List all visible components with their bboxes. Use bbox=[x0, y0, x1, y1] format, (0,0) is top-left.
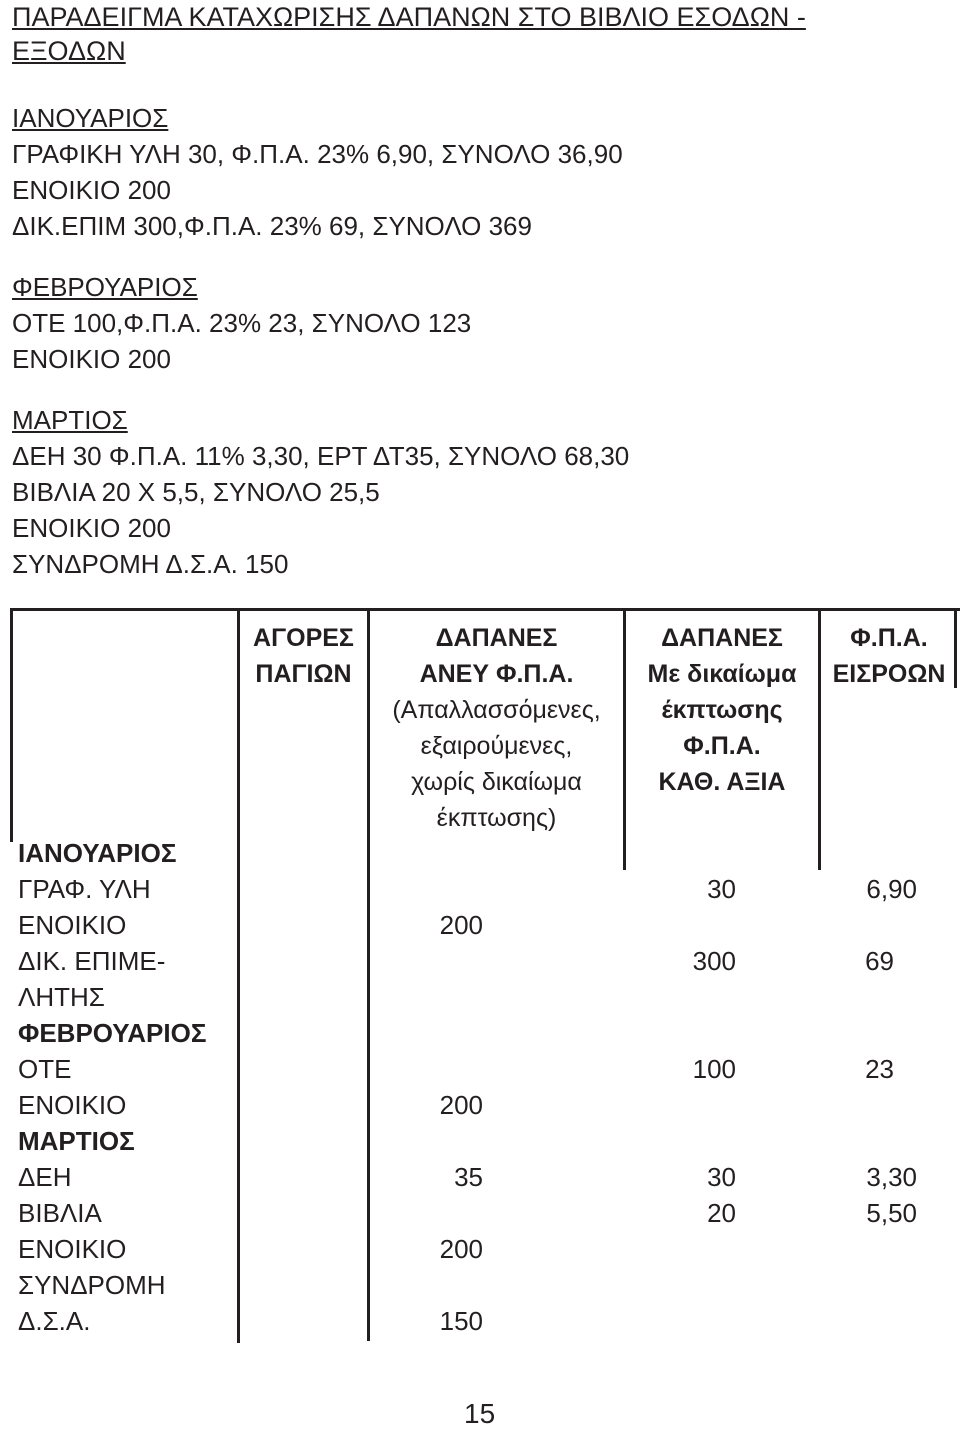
row-label-continued: ΛΗΤΗΣ bbox=[18, 982, 105, 1012]
entry-line: ΣΥΝΔΡΟΜΗ Δ.Σ.Α. 150 bbox=[12, 549, 289, 579]
header-line: ΠΑΓΙΩΝ bbox=[255, 660, 352, 688]
entry-line: ΒΙΒΛΙΑ 20 Χ 5,5, ΣΥΝΟΛΟ 25,5 bbox=[12, 477, 380, 507]
entry-line: ΕΝΟΙΚΙΟ 200 bbox=[12, 344, 171, 374]
column-rule bbox=[237, 608, 240, 1343]
row-label: ΣΥΝΔΡΟΜΗ bbox=[18, 1270, 166, 1300]
row-label: ΟΤΕ bbox=[18, 1054, 72, 1084]
entry-line: ΔΕΗ 30 Φ.Π.Α. 11% 3,30, ΕΡΤ ΔΤ35, ΣΥΝΟΛΟ 68,30 bbox=[12, 441, 630, 471]
header-line: ΑΓΟΡΕΣ bbox=[253, 624, 354, 652]
cell-no-vat: 35 bbox=[454, 1162, 483, 1192]
header-line: (Απαλλασσόμενες, bbox=[392, 696, 601, 724]
header-line: ΔΑΠΑΝΕΣ bbox=[435, 624, 558, 652]
header-line: Με δικαίωμα bbox=[647, 660, 797, 688]
row-label: ΕΝΟΙΚΙΟ bbox=[18, 910, 127, 940]
cell-no-vat: 200 bbox=[439, 1090, 483, 1120]
month-heading-february: ΦΕΒΡΟΥΑΡΙΟΣ bbox=[12, 272, 198, 302]
document-title-line-2: ΕΞΟΔΩΝ bbox=[12, 36, 126, 66]
header-line: ΔΑΠΑΝΕΣ bbox=[661, 624, 783, 652]
row-label: ΔΕΗ bbox=[18, 1162, 72, 1192]
cell-deductible: 100 bbox=[692, 1054, 736, 1084]
header-fixed-asset-purchases bbox=[240, 620, 367, 692]
entry-line: ΕΝΟΙΚΙΟ 200 bbox=[12, 175, 171, 205]
cell-no-vat: 200 bbox=[439, 1234, 483, 1264]
header-deductible-expenses bbox=[626, 620, 818, 800]
header-line: έκπτωσης) bbox=[436, 804, 557, 832]
cell-deductible: 300 bbox=[692, 946, 736, 976]
header-line: εξαιρούμενες, bbox=[420, 732, 573, 760]
header-line: Φ.Π.Α. bbox=[683, 732, 761, 760]
cell-vat: 69 bbox=[865, 946, 894, 976]
month-heading-january: ΙΑΝΟΥΑΡΙΟΣ bbox=[12, 103, 169, 133]
row-month-february: ΦΕΒΡΟΥΑΡΙΟΣ bbox=[18, 1018, 207, 1048]
cell-deductible: 20 bbox=[707, 1198, 736, 1228]
row-label: ΔΙΚ. ΕΠΙΜΕ- bbox=[18, 946, 166, 976]
page-number: 15 bbox=[464, 1398, 496, 1429]
cell-no-vat: 150 bbox=[439, 1306, 483, 1336]
row-label: ΕΝΟΙΚΙΟ bbox=[18, 1234, 127, 1264]
row-label: ΒΙΒΛΙΑ bbox=[18, 1198, 102, 1228]
header-line: Φ.Π.Α. bbox=[850, 624, 928, 652]
row-label-continued: Δ.Σ.Α. bbox=[18, 1306, 91, 1336]
cell-vat: 23 bbox=[865, 1054, 894, 1084]
entry-line: ΕΝΟΙΚΙΟ 200 bbox=[12, 513, 171, 543]
header-line: χωρίς δικαίωμα bbox=[411, 768, 582, 796]
row-month-january: ΙΑΝΟΥΑΡΙΟΣ bbox=[18, 838, 177, 868]
header-input-vat bbox=[821, 620, 957, 692]
cell-deductible: 30 bbox=[707, 1162, 736, 1192]
header-line: ΕΙΣΡΟΩΝ bbox=[832, 660, 946, 688]
header-line: έκπτωσης bbox=[661, 696, 783, 724]
entry-line: ΟΤΕ 100,Φ.Π.Α. 23% 23, ΣΥΝΟΛΟ 123 bbox=[12, 308, 472, 338]
cell-vat: 6,90 bbox=[866, 874, 917, 904]
row-label: ΓΡΑΦ. ΥΛΗ bbox=[18, 874, 151, 904]
entry-line: ΔΙΚ.ΕΠΙΜ 300,Φ.Π.Α. 23% 69, ΣΥΝΟΛΟ 369 bbox=[12, 211, 532, 241]
table-left-rule bbox=[10, 608, 13, 842]
header-line: ΑΝΕΥ Φ.Π.Α. bbox=[419, 660, 574, 688]
document-title-line-1: ΠΑΡΑΔΕΙΓΜΑ ΚΑΤΑΧΩΡΙΣΗΣ ΔΑΠΑΝΩΝ ΣΤΟ ΒΙΒΛΙΟ ΕΣΟΔΩΝ - bbox=[12, 2, 806, 32]
month-heading-march: ΜΑΡΤΙΟΣ bbox=[12, 405, 128, 435]
cell-vat: 5,50 bbox=[866, 1198, 917, 1228]
row-month-march: ΜΑΡΤΙΟΣ bbox=[18, 1126, 135, 1156]
entry-line: ΓΡΑΦΙΚΗ ΥΛΗ 30, Φ.Π.Α. 23% 6,90, ΣΥΝΟΛΟ 36,90 bbox=[12, 139, 623, 169]
row-label: ΕΝΟΙΚΙΟ bbox=[18, 1090, 127, 1120]
header-expenses-without-vat bbox=[370, 620, 623, 836]
cell-deductible: 30 bbox=[707, 874, 736, 904]
cell-vat: 3,30 bbox=[866, 1162, 917, 1192]
header-line: ΚΑΘ. ΑΞΙΑ bbox=[658, 768, 786, 796]
cell-no-vat: 200 bbox=[439, 910, 483, 940]
